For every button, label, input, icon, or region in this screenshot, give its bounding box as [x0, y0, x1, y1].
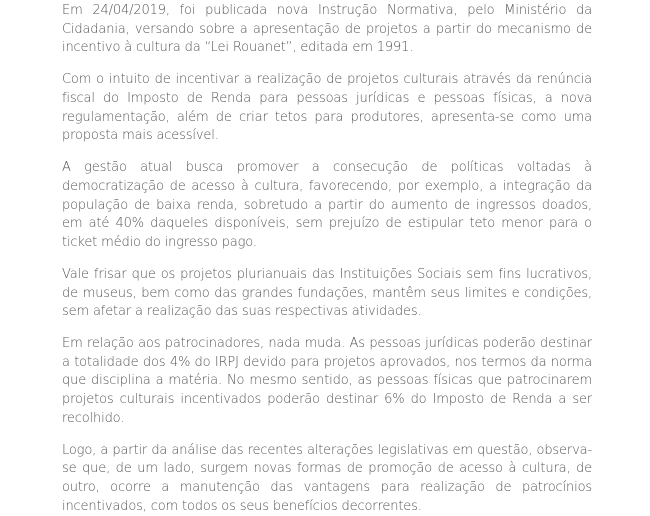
paragraph-publication: Em 24/04/2019, foi publicada nova Instrução Normativa, pelo Ministério da Cidadania, versando sobre a apresentação de projetos a partir do mecanismo de incentivo à cultura da “Lei Rouanet”, editada em 1991. [62, 3, 592, 56]
paragraph-democratization: A gestão atual busca promover a consecução de políticas voltadas à democratização de acesso à cultura, favorecendo, por exemplo, a integração da população de baixa renda, sobretudo a partir do aumento de ingressos doados, em até 40% daqueles disponíveis, sem prejuízo de estipular teto menor para o ticket médio do ingresso pago. [62, 160, 592, 250]
paragraph-multiyear-projects: Vale frisar que os projetos plurianuais das Instituições Sociais sem fins lucrativos, de museus, bem como das grandes fundações, mantêm seus limites e condições, sem afetar a realização das suas respectivas atividades. [62, 266, 592, 320]
article-body [62, 2, 592, 516]
paragraph-incentive: Com o intuito de incentivar a realização de projetos culturais através da renúncia fiscal do Imposto de Renda para pessoas jurídicas e pessoas físicas, a nova regulamentação, além de criar tetos para produtores, apresenta-se como uma proposta mais acessível. [62, 72, 592, 144]
paragraph-conclusion: Logo, a partir da análise das recentes alterações legislativas em questão, observa-se que, de um lado, surgem novas formas de promoção de acesso à cultura, de outro, ocorre a manutenção das vantagens para realização de patrocínios incentivados, com todos os seus benefícios decorrentes. [62, 442, 592, 514]
paragraph-sponsors: Em relação aos patrocinadores, nada muda. As pessoas jurídicas poderão destinar a totalidade dos 4% do IRPJ devido para projetos aprovados, nos termos da norma que disciplina a matéria. No mesmo sentido, as pessoas físicas que patrocinarem projetos culturais incentivados poderão destinar 6% do Imposto de Renda a ser recolhido. [62, 336, 592, 426]
